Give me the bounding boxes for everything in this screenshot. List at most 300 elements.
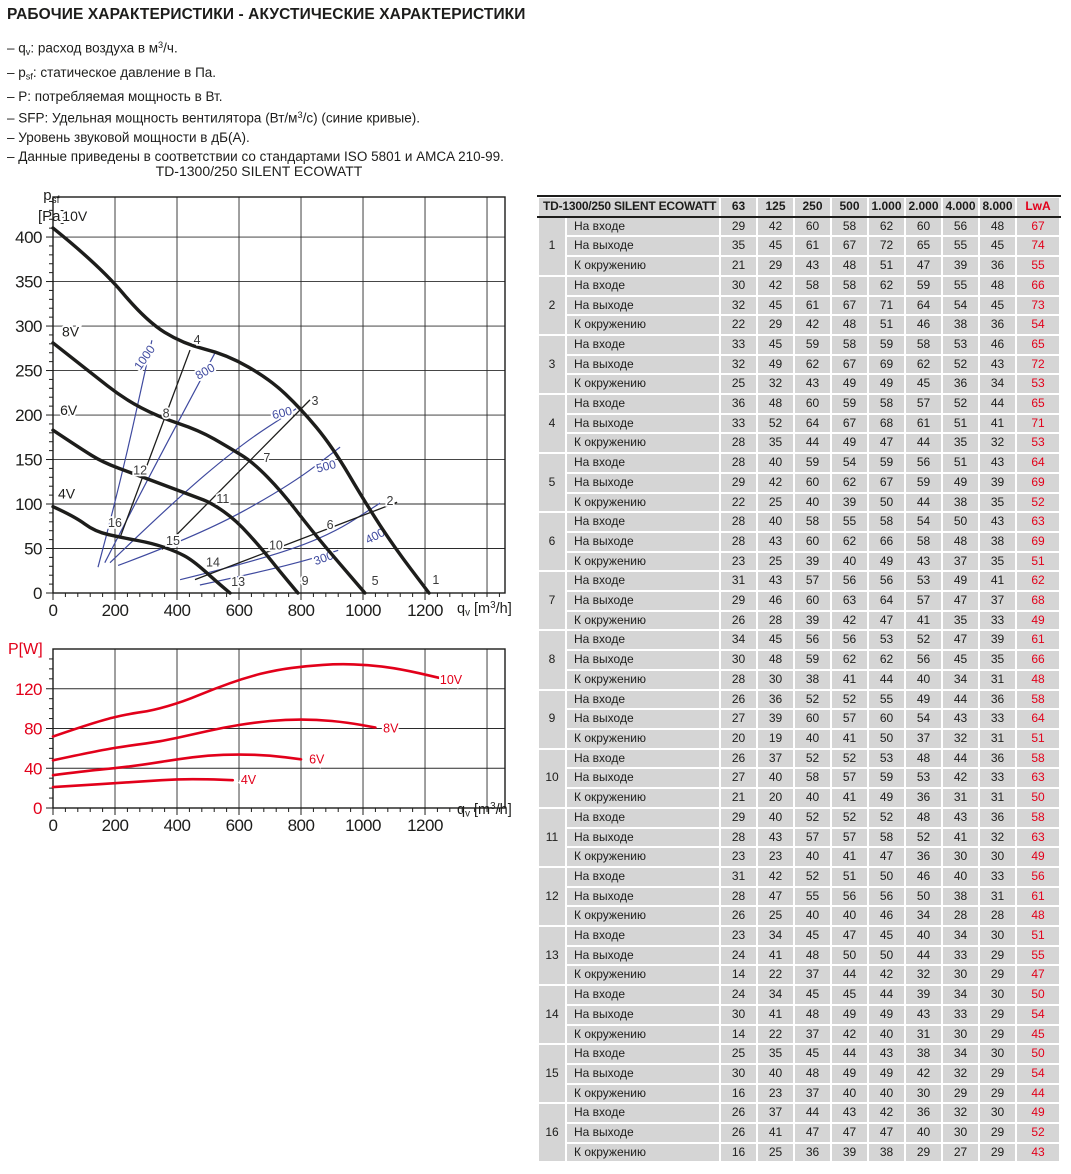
table-row bbox=[539, 395, 1059, 413]
table-row bbox=[539, 1006, 1059, 1024]
octave-value: 41 bbox=[980, 572, 1015, 590]
octave-value: 32 bbox=[721, 356, 756, 374]
octave-value: 41 bbox=[943, 829, 978, 847]
octave-value: 40 bbox=[906, 671, 941, 689]
row-label: На входе bbox=[567, 572, 719, 590]
octave-value: 59 bbox=[869, 336, 904, 354]
lwa-value: 53 bbox=[1017, 434, 1059, 452]
octave-value: 58 bbox=[795, 277, 830, 295]
lwa-value: 73 bbox=[1017, 297, 1059, 315]
octave-value: 58 bbox=[906, 336, 941, 354]
octave-value: 35 bbox=[980, 494, 1015, 512]
octave-value: 39 bbox=[980, 474, 1015, 492]
row-group-number: 2 bbox=[539, 277, 565, 334]
row-label: На выходе bbox=[567, 415, 719, 433]
octave-value: 25 bbox=[758, 907, 793, 925]
curve-label: 8V bbox=[61, 323, 80, 340]
octave-value: 54 bbox=[906, 513, 941, 531]
lwa-value: 61 bbox=[1017, 888, 1059, 906]
octave-value: 48 bbox=[758, 395, 793, 413]
table-row bbox=[539, 769, 1059, 787]
octave-value: 30 bbox=[980, 1045, 1015, 1063]
octave-value: 40 bbox=[758, 513, 793, 531]
row-group-number: 4 bbox=[539, 395, 565, 452]
octave-value: 57 bbox=[906, 395, 941, 413]
table-row bbox=[539, 710, 1059, 728]
freq-header: 4.000 bbox=[943, 198, 978, 216]
octave-value: 35 bbox=[721, 237, 756, 255]
octave-value: 72 bbox=[869, 237, 904, 255]
octave-value: 50 bbox=[832, 947, 867, 965]
octave-value: 32 bbox=[943, 730, 978, 748]
table-row bbox=[539, 829, 1059, 847]
octave-value: 43 bbox=[980, 513, 1015, 531]
octave-value: 25 bbox=[758, 1144, 793, 1162]
octave-value: 29 bbox=[980, 1124, 1015, 1142]
octave-value: 33 bbox=[980, 868, 1015, 886]
octave-value: 57 bbox=[795, 829, 830, 847]
sfp-curve bbox=[118, 447, 340, 565]
row-label: На входе bbox=[567, 986, 719, 1004]
y-tick-label: 80 bbox=[24, 719, 42, 739]
octave-value: 62 bbox=[869, 277, 904, 295]
sfp-curve-label: 600 bbox=[270, 403, 294, 423]
octave-value: 31 bbox=[980, 730, 1015, 748]
octave-value: 62 bbox=[795, 356, 830, 374]
octave-value: 57 bbox=[832, 769, 867, 787]
octave-value: 45 bbox=[795, 1045, 830, 1063]
octave-value: 50 bbox=[869, 947, 904, 965]
table-row bbox=[539, 513, 1059, 531]
octave-value: 35 bbox=[758, 434, 793, 452]
octave-value: 31 bbox=[943, 789, 978, 807]
octave-value: 45 bbox=[906, 375, 941, 393]
table-row bbox=[539, 809, 1059, 827]
octave-value: 50 bbox=[869, 494, 904, 512]
octave-value: 59 bbox=[795, 336, 830, 354]
octave-value: 56 bbox=[795, 631, 830, 649]
table-row bbox=[539, 297, 1059, 315]
octave-value: 52 bbox=[906, 829, 941, 847]
octave-value: 47 bbox=[869, 612, 904, 630]
y-tick-label: 300 bbox=[15, 317, 42, 337]
octave-value: 43 bbox=[758, 533, 793, 551]
octave-value: 30 bbox=[980, 927, 1015, 945]
octave-value: 39 bbox=[795, 553, 830, 571]
lwa-value: 72 bbox=[1017, 356, 1059, 374]
lwa-value: 58 bbox=[1017, 809, 1059, 827]
lwa-value: 49 bbox=[1017, 612, 1059, 630]
octave-value: 29 bbox=[943, 1085, 978, 1103]
table-row bbox=[539, 730, 1059, 748]
table-row bbox=[539, 1045, 1059, 1063]
octave-value: 41 bbox=[758, 947, 793, 965]
octave-value: 32 bbox=[721, 297, 756, 315]
row-label: На входе bbox=[567, 631, 719, 649]
octave-value: 40 bbox=[758, 809, 793, 827]
octave-value: 30 bbox=[980, 1104, 1015, 1122]
freq-header: 8.000 bbox=[980, 198, 1015, 216]
lwa-value: 45 bbox=[1017, 1026, 1059, 1044]
octave-value: 41 bbox=[758, 1006, 793, 1024]
system-line bbox=[162, 400, 310, 553]
table-row bbox=[539, 1124, 1059, 1142]
octave-value: 60 bbox=[795, 710, 830, 728]
octave-value: 28 bbox=[721, 888, 756, 906]
point-label: 12 bbox=[133, 463, 148, 478]
table-row bbox=[539, 336, 1059, 354]
octave-value: 45 bbox=[980, 297, 1015, 315]
sfp-curve-label: 500 bbox=[314, 457, 338, 476]
octave-value: 58 bbox=[869, 513, 904, 531]
lwa-value: 65 bbox=[1017, 336, 1059, 354]
octave-value: 31 bbox=[906, 1026, 941, 1044]
octave-value: 19 bbox=[758, 730, 793, 748]
octave-value: 16 bbox=[721, 1085, 756, 1103]
octave-value: 40 bbox=[906, 1124, 941, 1142]
octave-value: 28 bbox=[721, 671, 756, 689]
octave-value: 40 bbox=[795, 494, 830, 512]
octave-value: 28 bbox=[980, 907, 1015, 925]
y-tick-label: 100 bbox=[15, 495, 42, 515]
octave-value: 56 bbox=[832, 888, 867, 906]
octave-value: 37 bbox=[758, 1104, 793, 1122]
octave-value: 41 bbox=[906, 612, 941, 630]
curve-label: 4V bbox=[57, 485, 76, 502]
octave-value: 47 bbox=[795, 1124, 830, 1142]
table-row bbox=[539, 237, 1059, 255]
table-row bbox=[539, 277, 1059, 295]
octave-value: 35 bbox=[943, 612, 978, 630]
octave-value: 64 bbox=[795, 415, 830, 433]
octave-value: 35 bbox=[943, 434, 978, 452]
lwa-value: 51 bbox=[1017, 730, 1059, 748]
octave-value: 49 bbox=[869, 375, 904, 393]
octave-value: 69 bbox=[869, 356, 904, 374]
octave-value: 34 bbox=[943, 927, 978, 945]
octave-value: 30 bbox=[980, 848, 1015, 866]
row-label: На входе bbox=[567, 454, 719, 472]
octave-value: 48 bbox=[758, 651, 793, 669]
octave-value: 28 bbox=[758, 612, 793, 630]
row-label: К окружению bbox=[567, 257, 719, 275]
octave-value: 40 bbox=[943, 868, 978, 886]
lwa-value: 66 bbox=[1017, 651, 1059, 669]
sfp-curve bbox=[105, 353, 215, 563]
flow-axis-label: $q_v$ $[m^3/h]$ bbox=[457, 600, 512, 619]
octave-value: 44 bbox=[906, 947, 941, 965]
row-label: На выходе bbox=[567, 592, 719, 610]
octave-value: 61 bbox=[906, 415, 941, 433]
octave-value: 61 bbox=[795, 237, 830, 255]
curve-label: 4V bbox=[240, 773, 257, 788]
row-group-number: 6 bbox=[539, 513, 565, 570]
row-label: На входе bbox=[567, 277, 719, 295]
octave-value: 29 bbox=[758, 257, 793, 275]
point-label: 14 bbox=[206, 555, 220, 570]
octave-value: 59 bbox=[832, 395, 867, 413]
octave-value: 28 bbox=[721, 454, 756, 472]
octave-value: 40 bbox=[869, 1026, 904, 1044]
octave-value: 45 bbox=[758, 297, 793, 315]
octave-value: 54 bbox=[943, 297, 978, 315]
x-tick-label: 1000 bbox=[345, 601, 381, 620]
point-label: 3 bbox=[311, 394, 319, 409]
octave-value: 25 bbox=[758, 553, 793, 571]
point-label: 16 bbox=[108, 516, 122, 531]
octave-value: 52 bbox=[869, 809, 904, 827]
row-label: На выходе bbox=[567, 1006, 719, 1024]
row-label: На выходе bbox=[567, 356, 719, 374]
octave-value: 33 bbox=[721, 336, 756, 354]
row-label: К окружению bbox=[567, 553, 719, 571]
table-row bbox=[539, 789, 1059, 807]
point-label: 6 bbox=[326, 517, 334, 532]
curve-label: 6V bbox=[60, 402, 78, 419]
table-row bbox=[539, 631, 1059, 649]
table-row bbox=[539, 415, 1059, 433]
sfp-curve-label: 300 bbox=[311, 548, 336, 569]
octave-value: 57 bbox=[832, 829, 867, 847]
octave-value: 47 bbox=[869, 848, 904, 866]
octave-value: 29 bbox=[980, 1006, 1015, 1024]
lwa-value: 55 bbox=[1017, 257, 1059, 275]
row-group-number: 12 bbox=[539, 868, 565, 925]
octave-value: 65 bbox=[906, 237, 941, 255]
table-row bbox=[539, 966, 1059, 984]
octave-value: 67 bbox=[832, 237, 867, 255]
lwa-value: 43 bbox=[1017, 1144, 1059, 1162]
octave-value: 40 bbox=[758, 1065, 793, 1083]
octave-value: 48 bbox=[980, 277, 1015, 295]
table-row bbox=[539, 927, 1059, 945]
octave-value: 44 bbox=[795, 434, 830, 452]
octave-value: 47 bbox=[832, 1124, 867, 1142]
octave-value: 23 bbox=[721, 927, 756, 945]
lwa-value: 61 bbox=[1017, 631, 1059, 649]
table-row bbox=[539, 848, 1059, 866]
octave-value: 42 bbox=[758, 474, 793, 492]
table-row bbox=[539, 651, 1059, 669]
octave-value: 37 bbox=[943, 553, 978, 571]
freq-header: 2.000 bbox=[906, 198, 941, 216]
octave-value: 52 bbox=[832, 809, 867, 827]
octave-value: 49 bbox=[832, 434, 867, 452]
table-row bbox=[539, 888, 1059, 906]
octave-value: 60 bbox=[795, 474, 830, 492]
octave-value: 34 bbox=[943, 671, 978, 689]
octave-value: 35 bbox=[980, 553, 1015, 571]
y-tick-label: 250 bbox=[15, 361, 42, 381]
octave-value: 49 bbox=[869, 553, 904, 571]
octave-value: 40 bbox=[758, 769, 793, 787]
octave-value: 38 bbox=[906, 1045, 941, 1063]
octave-value: 42 bbox=[758, 277, 793, 295]
octave-value: 37 bbox=[795, 1085, 830, 1103]
octave-value: 14 bbox=[721, 1026, 756, 1044]
octave-value: 52 bbox=[795, 691, 830, 709]
octave-value: 38 bbox=[943, 888, 978, 906]
octave-value: 36 bbox=[906, 848, 941, 866]
octave-value: 37 bbox=[795, 1026, 830, 1044]
table-row bbox=[539, 1026, 1059, 1044]
octave-value: 48 bbox=[980, 218, 1015, 236]
octave-value: 60 bbox=[795, 533, 830, 551]
octave-value: 51 bbox=[943, 454, 978, 472]
lwa-value: 54 bbox=[1017, 1006, 1059, 1024]
table-row bbox=[539, 553, 1059, 571]
point-label: 15 bbox=[166, 533, 180, 548]
bullet-item: – Данные приведены в соответствии со стандартами ISO 5801 и AMCA 210-99. bbox=[7, 149, 504, 165]
point-label: 10 bbox=[268, 538, 283, 553]
octave-value: 55 bbox=[869, 691, 904, 709]
lwa-value: 69 bbox=[1017, 533, 1059, 551]
row-label: К окружению bbox=[567, 907, 719, 925]
octave-value: 48 bbox=[832, 316, 867, 334]
row-label: К окружению bbox=[567, 671, 719, 689]
psf-label: $p_{sf}$ bbox=[43, 187, 60, 206]
octave-value: 62 bbox=[832, 474, 867, 492]
row-group-number: 14 bbox=[539, 986, 565, 1043]
page-title: РАБОЧИЕ ХАРАКТЕРИСТИКИ - АКУСТИЧЕСКИЕ ХАРАКТЕРИСТИКИ bbox=[7, 6, 526, 23]
lwa-value: 58 bbox=[1017, 691, 1059, 709]
row-label: На выходе bbox=[567, 947, 719, 965]
table-row bbox=[539, 1144, 1059, 1162]
octave-value: 28 bbox=[721, 434, 756, 452]
octave-value: 39 bbox=[943, 257, 978, 275]
octave-value: 51 bbox=[869, 316, 904, 334]
octave-value: 23 bbox=[758, 1085, 793, 1103]
row-label: К окружению bbox=[567, 789, 719, 807]
octave-value: 38 bbox=[943, 316, 978, 334]
table-row bbox=[539, 750, 1059, 768]
octave-value: 51 bbox=[943, 415, 978, 433]
lwa-value: 53 bbox=[1017, 375, 1059, 393]
octave-value: 52 bbox=[832, 750, 867, 768]
octave-value: 32 bbox=[980, 829, 1015, 847]
lwa-value: 54 bbox=[1017, 1065, 1059, 1083]
point-label: 13 bbox=[231, 574, 246, 589]
octave-value: 16 bbox=[721, 1144, 756, 1162]
freq-header: 63 bbox=[721, 198, 756, 216]
table-row bbox=[539, 356, 1059, 374]
x-tick-label: 800 bbox=[287, 601, 315, 620]
x-tick-label: 600 bbox=[225, 816, 253, 835]
octave-value: 42 bbox=[869, 966, 904, 984]
octave-value: 39 bbox=[795, 612, 830, 630]
octave-value: 41 bbox=[832, 730, 867, 748]
row-label: На выходе bbox=[567, 888, 719, 906]
octave-value: 34 bbox=[721, 631, 756, 649]
y-tick-label: 0 bbox=[33, 584, 42, 603]
octave-value: 42 bbox=[869, 1104, 904, 1122]
octave-value: 58 bbox=[869, 395, 904, 413]
octave-value: 49 bbox=[832, 375, 867, 393]
octave-value: 42 bbox=[832, 612, 867, 630]
octave-value: 45 bbox=[795, 986, 830, 1004]
octave-value: 53 bbox=[869, 750, 904, 768]
octave-value: 30 bbox=[943, 1026, 978, 1044]
octave-value: 60 bbox=[906, 218, 941, 236]
row-label: На входе bbox=[567, 395, 719, 413]
row-group-number: 11 bbox=[539, 809, 565, 866]
octave-value: 47 bbox=[943, 592, 978, 610]
octave-value: 44 bbox=[943, 691, 978, 709]
row-label: На выходе bbox=[567, 829, 719, 847]
power-axis-label: P[W] bbox=[8, 641, 43, 658]
octave-value: 29 bbox=[721, 218, 756, 236]
y-tick-label: 120 bbox=[15, 679, 42, 699]
table-row bbox=[539, 572, 1059, 590]
octave-value: 32 bbox=[758, 375, 793, 393]
octave-value: 50 bbox=[869, 730, 904, 748]
octave-value: 63 bbox=[832, 592, 867, 610]
octave-value: 38 bbox=[869, 1144, 904, 1162]
octave-value: 23 bbox=[758, 848, 793, 866]
octave-value: 48 bbox=[795, 1065, 830, 1083]
octave-value: 30 bbox=[758, 671, 793, 689]
octave-value: 56 bbox=[943, 218, 978, 236]
table-row bbox=[539, 454, 1059, 472]
x-tick-label: 200 bbox=[101, 816, 129, 835]
octave-value: 47 bbox=[869, 1124, 904, 1142]
octave-value: 52 bbox=[943, 356, 978, 374]
octave-value: 36 bbox=[795, 1144, 830, 1162]
lwa-value: 55 bbox=[1017, 947, 1059, 965]
octave-value: 35 bbox=[758, 1045, 793, 1063]
chart-title: TD-1300/250 SILENT ECOWATT bbox=[155, 163, 363, 179]
octave-value: 44 bbox=[906, 494, 941, 512]
octave-value: 45 bbox=[943, 651, 978, 669]
octave-value: 67 bbox=[832, 415, 867, 433]
octave-value: 26 bbox=[721, 1104, 756, 1122]
octave-value: 52 bbox=[832, 691, 867, 709]
row-label: К окружению bbox=[567, 434, 719, 452]
lwa-value: 48 bbox=[1017, 671, 1059, 689]
octave-value: 56 bbox=[869, 572, 904, 590]
octave-value: 59 bbox=[869, 454, 904, 472]
row-label: К окружению bbox=[567, 316, 719, 334]
octave-value: 41 bbox=[980, 415, 1015, 433]
octave-value: 25 bbox=[721, 375, 756, 393]
octave-value: 58 bbox=[906, 533, 941, 551]
octave-value: 43 bbox=[795, 257, 830, 275]
row-label: На входе bbox=[567, 809, 719, 827]
octave-value: 66 bbox=[869, 533, 904, 551]
octave-value: 33 bbox=[980, 710, 1015, 728]
octave-value: 44 bbox=[869, 986, 904, 1004]
lwa-value: 63 bbox=[1017, 513, 1059, 531]
row-label: К окружению bbox=[567, 730, 719, 748]
octave-value: 43 bbox=[758, 572, 793, 590]
octave-value: 50 bbox=[869, 868, 904, 886]
octave-value: 22 bbox=[721, 316, 756, 334]
octave-value: 29 bbox=[980, 1144, 1015, 1162]
octave-value: 49 bbox=[832, 1006, 867, 1024]
octave-value: 43 bbox=[832, 1104, 867, 1122]
point-label: 4 bbox=[193, 332, 201, 347]
octave-value: 45 bbox=[832, 986, 867, 1004]
flow-axis-label: $q_v$ $[m^3/h]$ bbox=[457, 801, 512, 820]
lwa-value: 66 bbox=[1017, 277, 1059, 295]
octave-value: 50 bbox=[943, 513, 978, 531]
octave-value: 32 bbox=[906, 966, 941, 984]
octave-value: 34 bbox=[943, 1045, 978, 1063]
octave-value: 32 bbox=[943, 1104, 978, 1122]
row-label: На выходе bbox=[567, 1124, 719, 1142]
octave-value: 40 bbox=[795, 730, 830, 748]
lwa-value: 62 bbox=[1017, 572, 1059, 590]
